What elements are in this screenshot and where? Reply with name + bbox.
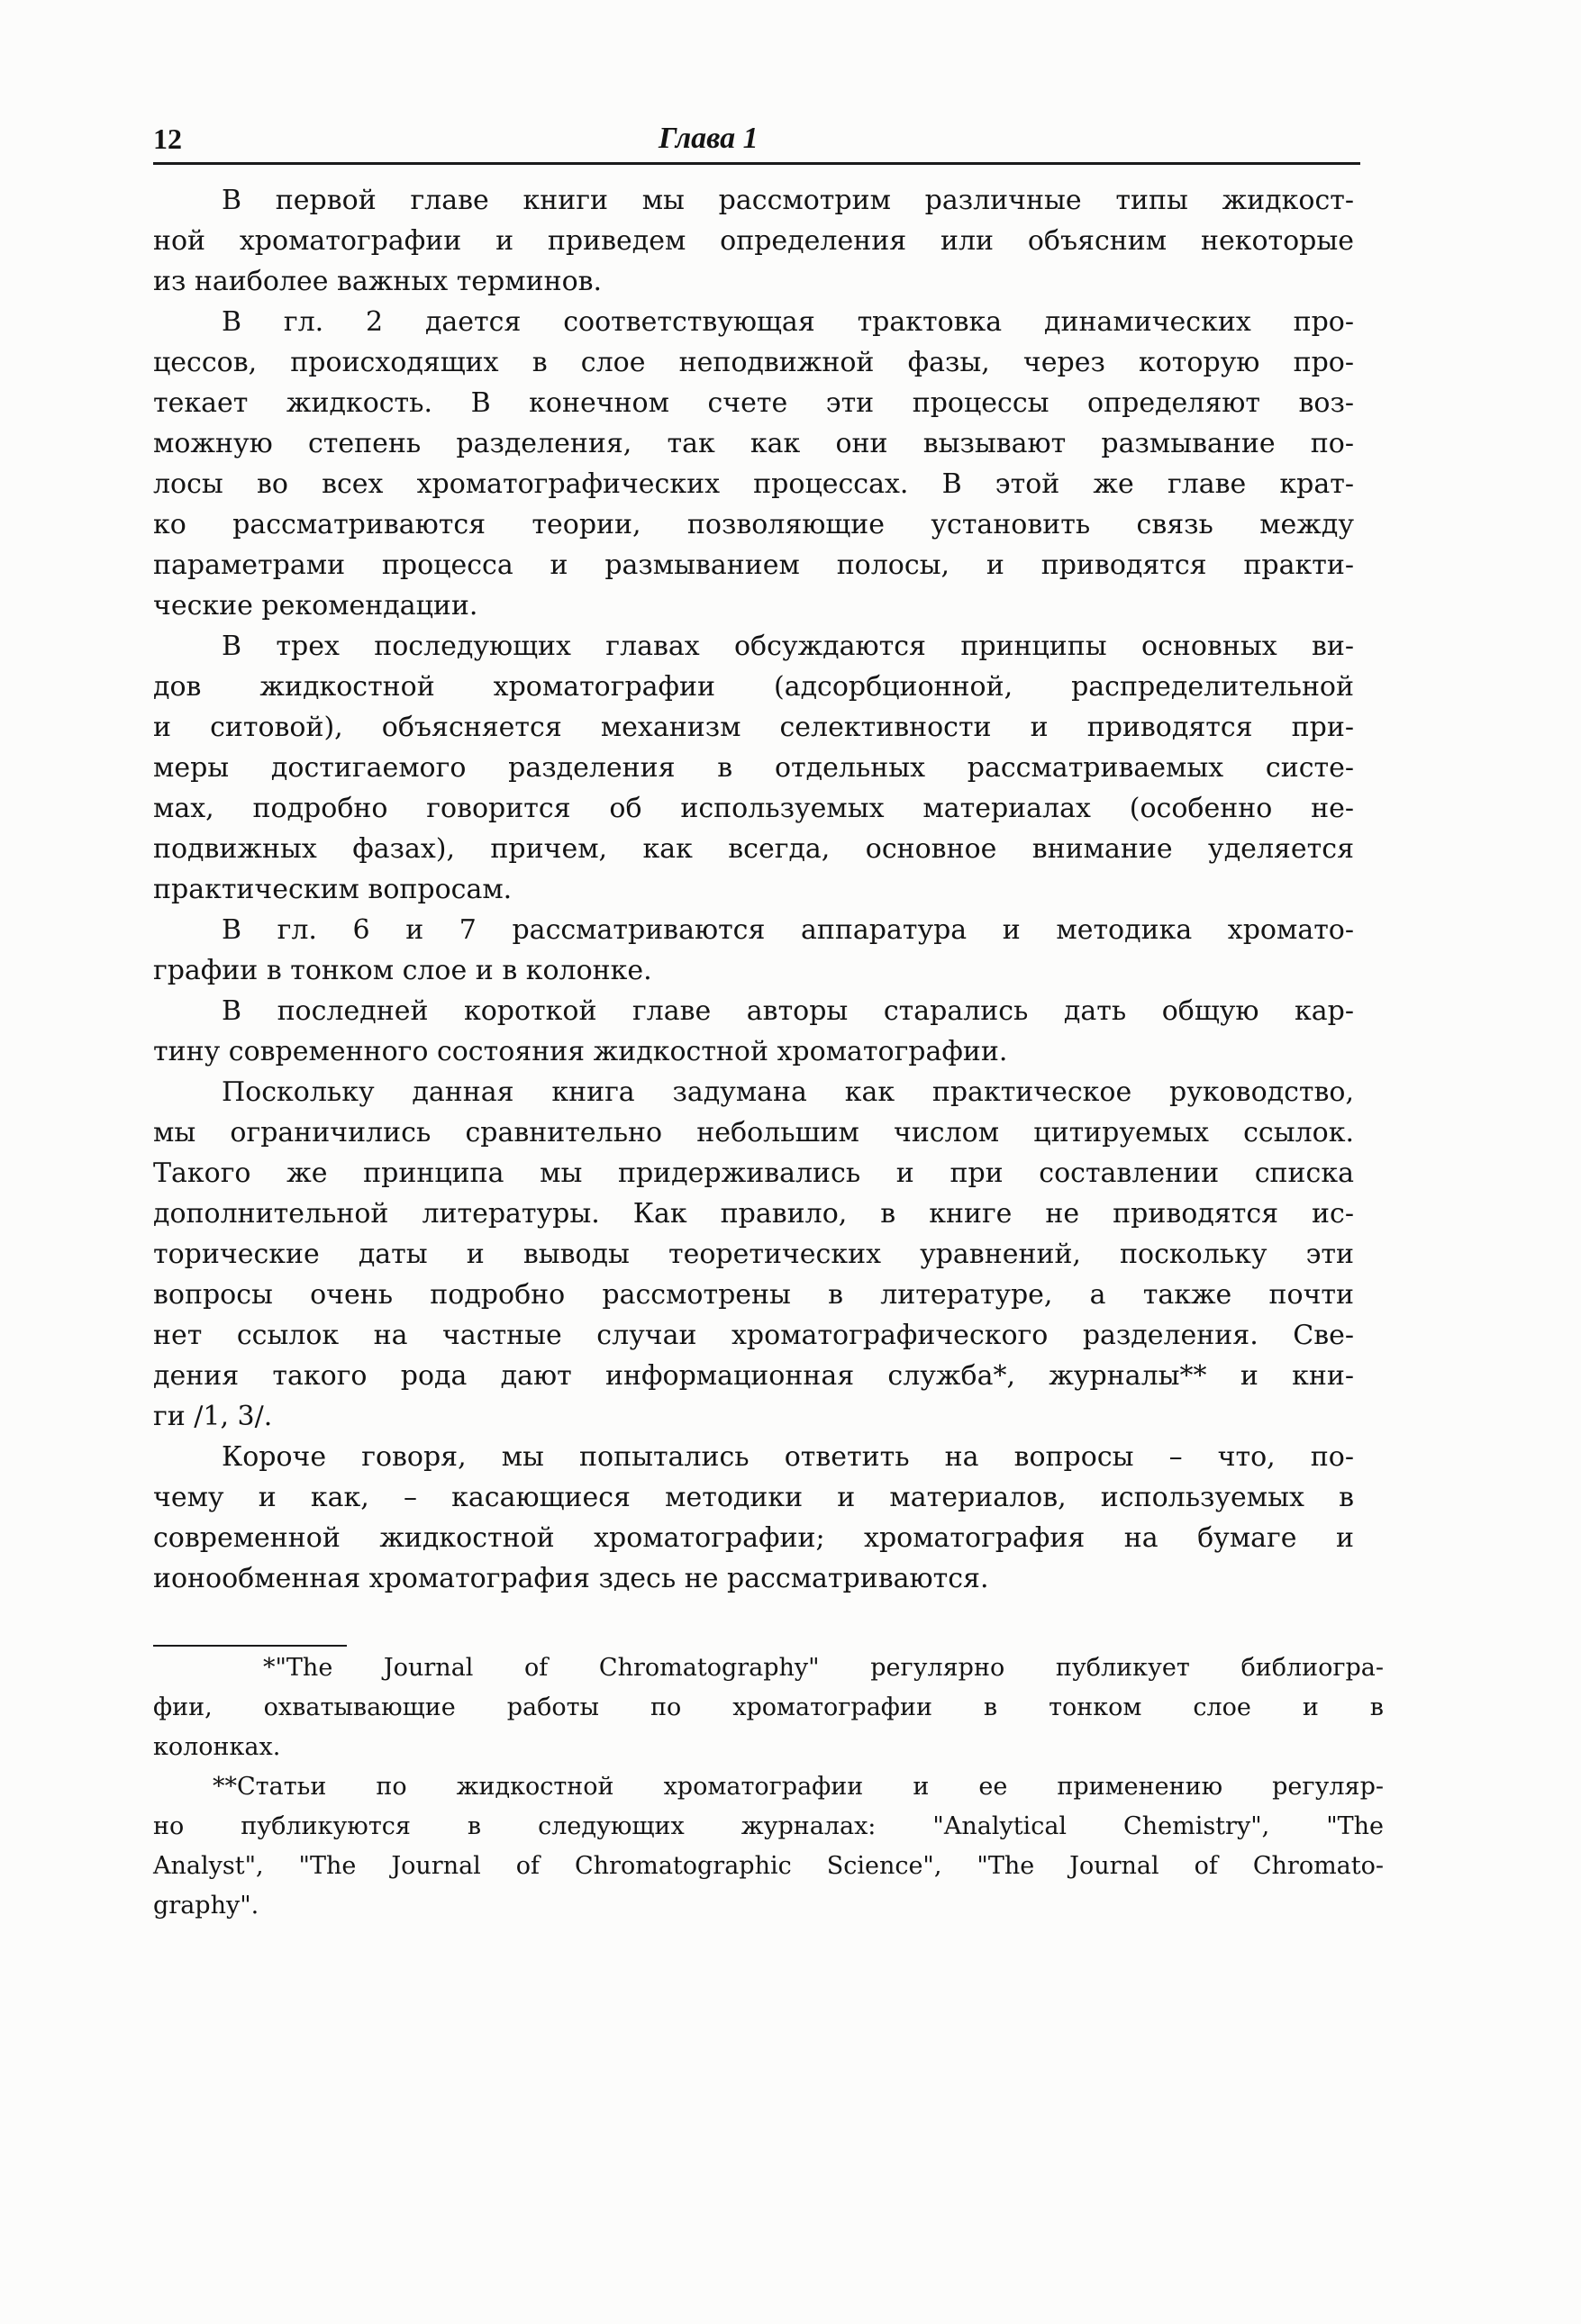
text-line: торические даты и выводы теоретических уравнений, поскольку эти: [153, 1239, 1354, 1270]
text-line: ной хроматографии и приведем определения или объясним некоторые: [153, 225, 1354, 257]
main-text: [153, 180, 1354, 1599]
footnote-line: **Статьи по жидкостной хроматографии и ее применению регуляр-: [213, 1773, 1384, 1801]
paragraph: [153, 302, 1354, 626]
paragraph: [153, 1072, 1354, 1437]
chapter-title: Глава 1: [659, 122, 759, 155]
text-line: ионообменная хроматография здесь не рассматриваются.: [153, 1563, 989, 1594]
text-line: ческие рекомендации.: [153, 590, 478, 622]
footnote-line: Analyst", "The Journal of Chromatographic Science", "The Journal of Chromato-: [153, 1852, 1384, 1880]
text-line: Короче говоря, мы попытались ответить на вопросы – что, по-: [222, 1441, 1354, 1473]
footnotes: [153, 1648, 1384, 1926]
text-line: вопросы очень подробно рассмотрены в литературе, а также почти: [153, 1279, 1354, 1311]
text-line: дополнительной литературы. Как правило, в книге не приводятся ис-: [153, 1198, 1354, 1230]
text-line: В последней короткой главе авторы старались дать общую кар-: [222, 995, 1354, 1027]
text-line: можную степень разделения, так как они вызывают размывание по-: [153, 428, 1354, 459]
text-line: лосы во всех хроматографических процессах. В этой же главе крат-: [153, 468, 1354, 500]
text-line: дения такого рода дают информационная служба*, журналы** и кни-: [153, 1360, 1354, 1392]
footnote-line: graphy".: [153, 1892, 259, 1920]
footnote-rule: [153, 1645, 347, 1647]
text-line: В трех последующих главах обсуждаются принципы основных ви-: [222, 631, 1354, 662]
paragraph: [153, 1437, 1354, 1599]
footnote: [153, 1648, 1384, 1767]
text-line: Поскольку данная книга задумана как практическое руководство,: [222, 1076, 1354, 1108]
header-rule: [153, 162, 1360, 165]
footnote: [153, 1767, 1384, 1926]
paragraph: [153, 626, 1354, 910]
text-line: цессов, происходящих в слое неподвижной фазы, через которую про-: [153, 347, 1354, 378]
text-line: дов жидкостной хроматографии (адсорбционной, распределительной: [153, 671, 1354, 703]
paragraph: [153, 910, 1354, 991]
text-line: ко рассматриваются теории, позволяющие установить связь между: [153, 509, 1354, 540]
text-line: В гл. 2 дается соответствующая трактовка динамических про-: [222, 306, 1354, 338]
text-line: В первой главе книги мы рассмотрим различные типы жидкост-: [222, 185, 1354, 216]
text-line: из наиболее важных терминов.: [153, 266, 603, 297]
paragraph: [153, 991, 1354, 1072]
text-line: практическим вопросам.: [153, 874, 513, 905]
text-line: чему и как, – касающиеся методики и материалов, используемых в: [153, 1482, 1354, 1513]
text-line: В гл. 6 и 7 рассматриваются аппаратура и методика хромато-: [222, 914, 1354, 946]
text-line: Такого же принципа мы придерживались и при составлении списка: [153, 1157, 1354, 1189]
text-line: меры достигаемого разделения в отдельных рассматриваемых систе-: [153, 752, 1354, 784]
footnote-line: *"The Journal of Chromatography" регулярно публикует библиогра-: [263, 1654, 1384, 1682]
text-line: тину современного состояния жидкостной хроматографии.: [153, 1036, 1008, 1067]
footnote-line: колонках.: [153, 1733, 281, 1761]
text-line: нет ссылок на частные случаи хроматографического разделения. Све-: [153, 1320, 1354, 1351]
footnote-line: но публикуются в следующих журналах: "Analytical Chemistry", "The: [153, 1812, 1384, 1840]
paragraph: [153, 180, 1354, 302]
text-line: подвижных фазах), причем, как всегда, основное внимание уделяется: [153, 833, 1354, 865]
text-line: текает жидкость. В конечном счете эти процессы определяют воз-: [153, 387, 1354, 419]
text-line: мы ограничились сравнительно небольшим числом цитируемых ссылок.: [153, 1117, 1354, 1148]
text-line: параметрами процесса и размыванием полосы, и приводятся практи-: [153, 549, 1354, 581]
text-line: графии в тонком слое и в колонке.: [153, 955, 652, 986]
text-line: современной жидкостной хроматографии; хроматография на бумаге и: [153, 1522, 1354, 1554]
text-line: и ситовой), объясняется механизм селективности и приводятся при-: [153, 712, 1354, 743]
text-line: ги /1, 3/.: [153, 1401, 273, 1432]
footnote-line: фии, охватывающие работы по хроматографии в тонком слое и в: [153, 1693, 1384, 1721]
text-line: мах, подробно говорится об используемых материалах (особенно не-: [153, 793, 1354, 824]
page-number: 12: [153, 123, 182, 155]
